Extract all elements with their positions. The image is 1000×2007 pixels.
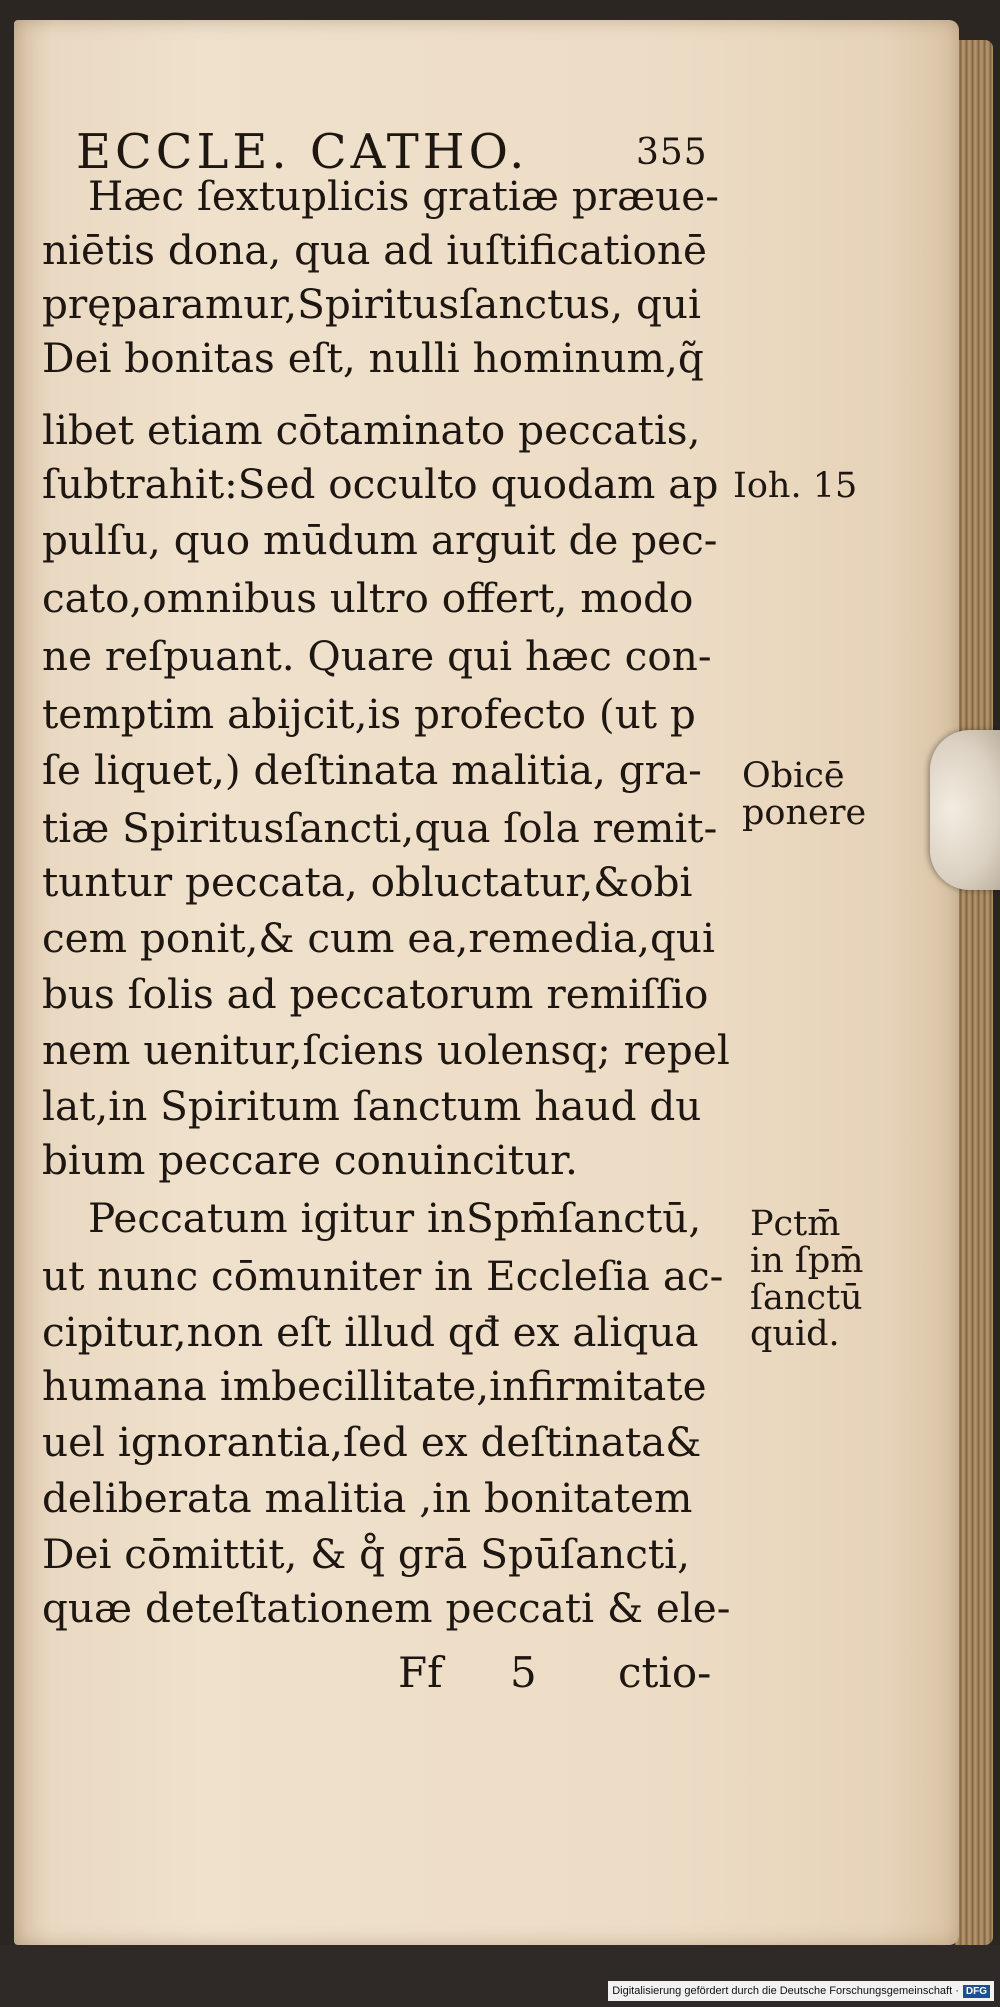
signature-mark: Ff (398, 1648, 443, 1697)
margin-note-line: ſanctū (750, 1277, 863, 1318)
margin-note-line: in ſpm̄ (750, 1240, 864, 1281)
running-head-title: ECCLE. CATHO. (76, 124, 529, 180)
credit-text: Digitalisierung gefördert durch die Deutsche Forschungsgemeinschaft · (612, 1985, 959, 1997)
body-line: pręparamur,Spiritusſanctus, qui (42, 280, 701, 328)
body-line: bium peccare conuincitur. (42, 1136, 578, 1184)
margin-note-line: Ioh. 15 (733, 466, 858, 506)
body-line: bus ſolis ad peccatorum remiſſio (42, 970, 709, 1018)
signature-number: 5 (510, 1648, 537, 1697)
body-line: humana imbecillitate,infirmitate (42, 1362, 707, 1410)
body-line: Peccatum igitur inSpm̄ſanctū, (88, 1194, 702, 1242)
catchword: ctio- (618, 1648, 712, 1697)
margin-note-obicem (742, 758, 892, 832)
body-line: lat,in Spiritum ſanctum haud du (42, 1082, 702, 1130)
body-line: deliberata malitia ,in bonitatem (42, 1474, 693, 1522)
margin-note-line: Obicē (742, 756, 845, 796)
dfg-logo: DFG (963, 1985, 990, 1998)
body-line: pulſu, quo mūdum arguit de pec- (42, 516, 718, 564)
margin-note-peccatum (750, 1206, 900, 1353)
body-line: nem uenitur,ſciens uolensq; repel (42, 1026, 730, 1074)
body-line: niētis dona, qua ad iuſtificationē (42, 226, 707, 274)
body-line: quæ deteſtationem peccati & ele- (42, 1584, 731, 1632)
margin-note-line: ponere (742, 792, 867, 833)
digitization-credit (608, 1981, 994, 2001)
body-line: tiæ Spiritusſancti,qua ſola remit- (42, 804, 718, 852)
page-tab-marker (930, 730, 1000, 890)
body-line: Hæc ſextuplicis gratiæ præue- (88, 172, 719, 220)
body-line: uel ignorantia,ſed ex deſtinata& (42, 1418, 702, 1466)
book-fore-edge (955, 40, 993, 1945)
body-line: ſe liquet,) deſtinata malitia, gra- (42, 746, 702, 794)
body-line: ut nunc cōmuniter in Eccleſia ac- (42, 1252, 724, 1300)
page-number: 355 (636, 132, 708, 173)
body-line: ne reſpuant. Quare qui hæc con- (42, 632, 712, 680)
body-line: cato,omnibus ultro offert, modo (42, 574, 694, 622)
body-line: cem ponit,& cum ea,remedia,qui (42, 914, 715, 962)
body-line: Dei bonitas eſt, nulli hominum,q̃ (42, 334, 704, 382)
margin-note-ioh (733, 468, 883, 505)
body-line: libet etiam cōtaminato peccatis, (42, 406, 701, 454)
margin-note-line: Pctm̄ (750, 1204, 841, 1244)
body-line: tuntur peccata, obluctatur,&obi (42, 858, 693, 906)
margin-note-line: quid. (750, 1314, 840, 1355)
body-line: ſubtrahit:Sed occulto quodam ap (42, 460, 719, 508)
body-line: Dei cōmittit, & q̊ grā Spūſancti, (42, 1530, 690, 1578)
body-line: temptim abijcit,is profecto (ut p (42, 690, 696, 738)
body-line: cipitur,non eſt illud qđ ex aliqua (42, 1308, 699, 1356)
